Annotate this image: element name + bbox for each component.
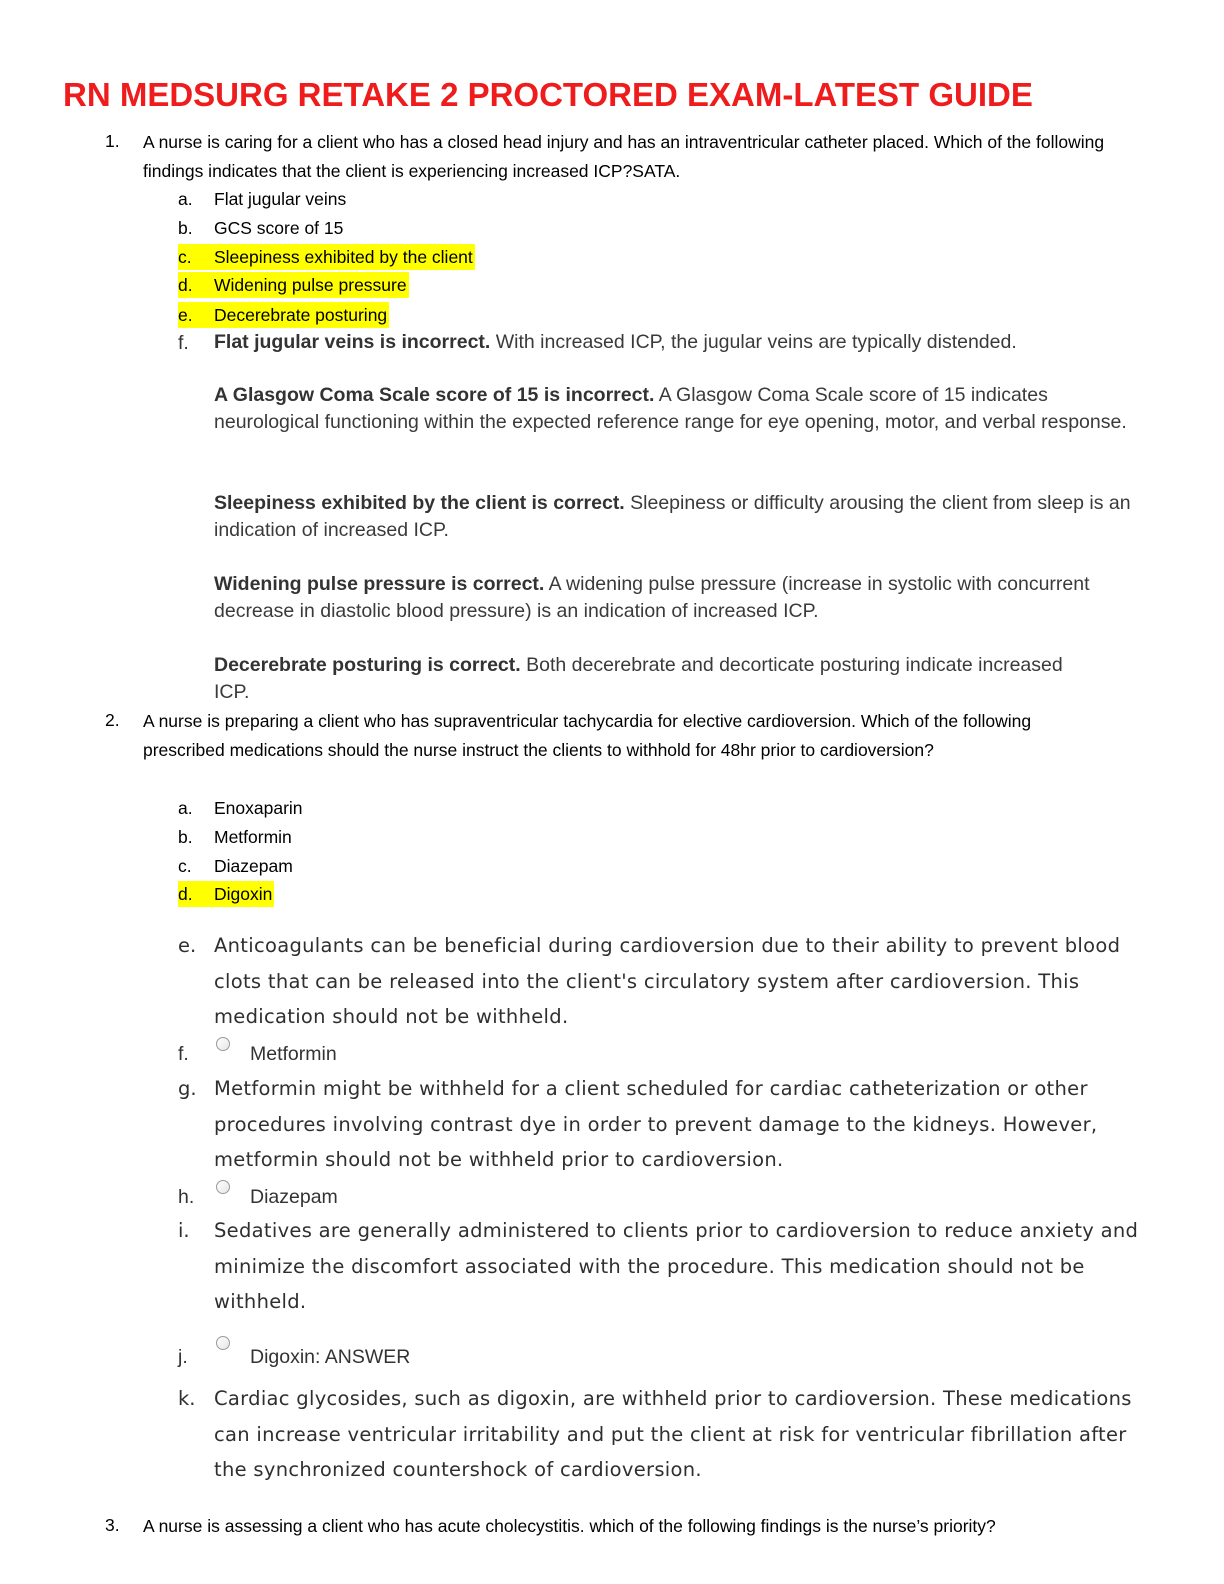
q2-item-j-letter: j. [178,1346,188,1368]
document-title: RN MEDSURG RETAKE 2 PROCTORED EXAM-LATEST GUIDE [63,76,1033,113]
q2-item-i-letter: i. [178,1219,190,1242]
q2-option-b: b. Metformin [178,827,292,847]
q2-item-g-text: Metformin might be withheld for a client scheduled for cardiac catheterization or other procedures involving contrast dye in order to prevent damage to the kidneys. However, metformin should not be withheld prior to cardioversion. [214,1077,1098,1171]
question-3-number: 3. [105,1515,120,1535]
q1-option-c: c. Sleepiness exhibited by the client [178,244,475,270]
q2-item-e-letter: e. [178,934,197,957]
q1-rationale-5: Decerebrate posturing is correct. Both decerebrate and decorticate posturing indicate increased ICP. [214,654,1063,703]
radio-icon[interactable] [216,1180,230,1194]
q2-item-h-letter: h. [178,1186,195,1208]
question-2-number: 2. [105,710,120,730]
q2-item-j [178,1346,411,1376]
question-1-number: 1. [105,131,120,151]
q1-option-a: a. Flat jugular veins [178,189,347,209]
q2-item-g-letter: g. [178,1077,197,1100]
q1-rationale-letter: f. [178,332,189,354]
q2-item-f-label: Metformin [250,1043,337,1065]
q1-rationale-4: Widening pulse pressure is correct. A widening pulse pressure (increase in systolic with concurrent decrease in diastolic blood pressure) is an indication of increased ICP. [214,573,1090,622]
q2-item-e-text: Anticoagulants can be beneficial during cardioversion due to their ability to prevent blood clots that can be released into the client's circulatory system after cardioversion. This medication should not be withheld. [214,934,1121,1028]
radio-icon[interactable] [216,1336,230,1350]
q2-option-d: d. Digoxin [178,881,274,907]
radio-icon[interactable] [216,1037,230,1051]
q2-item-k-text: Cardiac glycosides, such as digoxin, are withheld prior to cardioversion. These medications can increase ventricular irritability and put the client at risk for ventricular fibrillation after the synchronized countershock of cardioversion. [214,1387,1132,1481]
q1-option-d: d. Widening pulse pressure [178,272,409,298]
q2-option-a: a. Enoxaparin [178,798,303,818]
question-3-text: A nurse is assessing a client who has acute cholecystitis. which of the following findings is the nurse’s priority? [143,1516,996,1536]
q2-item-j-label: Digoxin: ANSWER [250,1346,411,1368]
q2-item-k-letter: k. [178,1387,196,1410]
question-2-text: A nurse is preparing a client who has supraventricular tachycardia for elective cardioversion. Which of the following prescribed medications should the nurse instruct the clients to withhold for 48hr prior to cardioversion? [143,711,1032,760]
q1-rationale-3: Sleepiness exhibited by the client is correct. Sleepiness or difficulty arousing the client from sleep is an indication of increased ICP. [214,492,1131,541]
q1-rationale-1: Flat jugular veins is incorrect. With increased ICP, the jugular veins are typically distended. [214,331,1017,353]
q2-item-h-label: Diazepam [250,1186,338,1208]
q2-option-c: c. Diazepam [178,856,293,876]
question-1-text: A nurse is caring for a client who has a closed head injury and has an intraventricular catheter placed. Which of the following findings indicates that the client is experiencing increased ICP?SATA. [143,132,1105,181]
q2-item-h [178,1186,338,1216]
q2-item-i-text: Sedatives are generally administered to clients prior to cardioversion to reduce anxiety and minimize the discomfort associated with the procedure. This medication should not be withheld. [214,1219,1139,1313]
q1-rationale-2: A Glasgow Coma Scale score of 15 is incorrect. A Glasgow Coma Scale score of 15 indicates neurological functioning within the expected reference range for eye opening, motor, and verbal response. [214,384,1127,433]
q1-option-e: e. Decerebrate posturing [178,302,389,328]
q2-item-f-letter: f. [178,1043,189,1065]
q2-item-f [178,1043,337,1073]
q1-option-b: b. GCS score of 15 [178,218,344,238]
